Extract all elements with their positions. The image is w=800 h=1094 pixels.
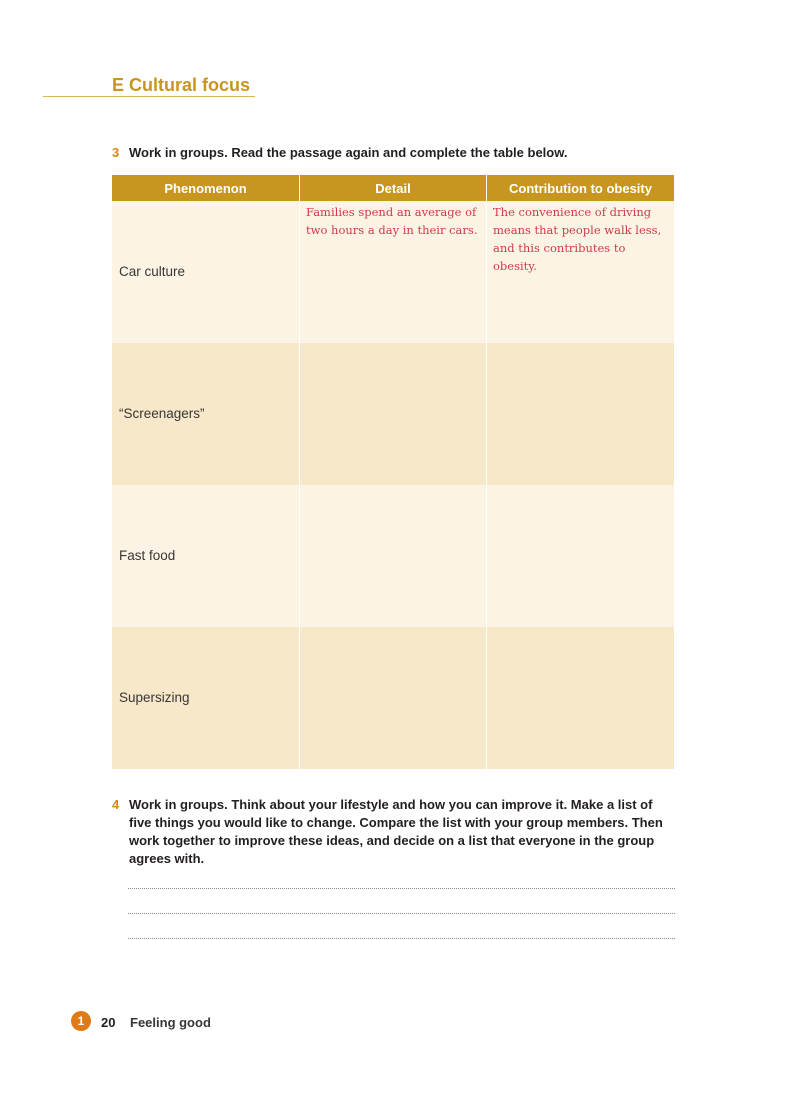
contribution-cell[interactable] [487,627,674,769]
page-number: 20 [101,1015,116,1030]
unit-title: Feeling good [130,1015,211,1030]
task-4-number: 4 [112,797,120,812]
section-heading: E Cultural focus [112,75,251,95]
section-heading-rule [43,96,255,97]
contribution-answer: The convenience of driving means that people walk less, and this contributes to obesity. [493,205,662,273]
unit-badge: 1 [71,1011,91,1031]
task-4 [112,796,678,868]
answer-line[interactable] [128,913,675,914]
table-header-row [112,175,674,201]
table-row [112,485,674,627]
contribution-cell[interactable] [487,343,674,485]
answer-line[interactable] [128,938,675,939]
task-4-instruction: Work in groups. Think about your lifestyle and how you can improve it. Make a list of five things you would like to change. Compare the list with your group members. Then work together to improve these ideas, and decide on a list that everyone in the group agrees with. [129,797,663,866]
task-3-instruction: Work in groups. Read the passage again and complete the table below. [129,145,568,160]
phenomenon-table [112,175,674,769]
detail-cell[interactable] [300,485,487,627]
phenomenon-label: Car culture [119,264,186,279]
detail-cell[interactable] [300,343,487,485]
table-row [112,343,674,485]
phenomenon-cell [112,343,300,485]
phenomenon-cell [112,627,300,769]
detail-cell[interactable] [300,201,487,343]
header-phenomenon: Phenomenon [112,175,300,201]
phenomenon-label: Supersizing [119,690,190,705]
header-contribution: Contribution to obesity [509,180,652,196]
contribution-cell[interactable] [487,201,674,343]
task-3 [112,144,672,162]
phenomenon-cell [112,485,300,627]
table-row [112,627,674,769]
phenomenon-label: “Screenagers” [119,406,205,421]
table-row [112,201,674,343]
detail-answer: Families spend an average of two hours a day in their cars. [306,205,478,237]
header-detail: Detail [300,175,487,201]
answer-line[interactable] [128,888,675,889]
phenomenon-cell [112,201,300,343]
detail-cell[interactable] [300,627,487,769]
task-3-number: 3 [112,145,120,160]
contribution-cell[interactable] [487,485,674,627]
phenomenon-label: Fast food [119,548,176,563]
